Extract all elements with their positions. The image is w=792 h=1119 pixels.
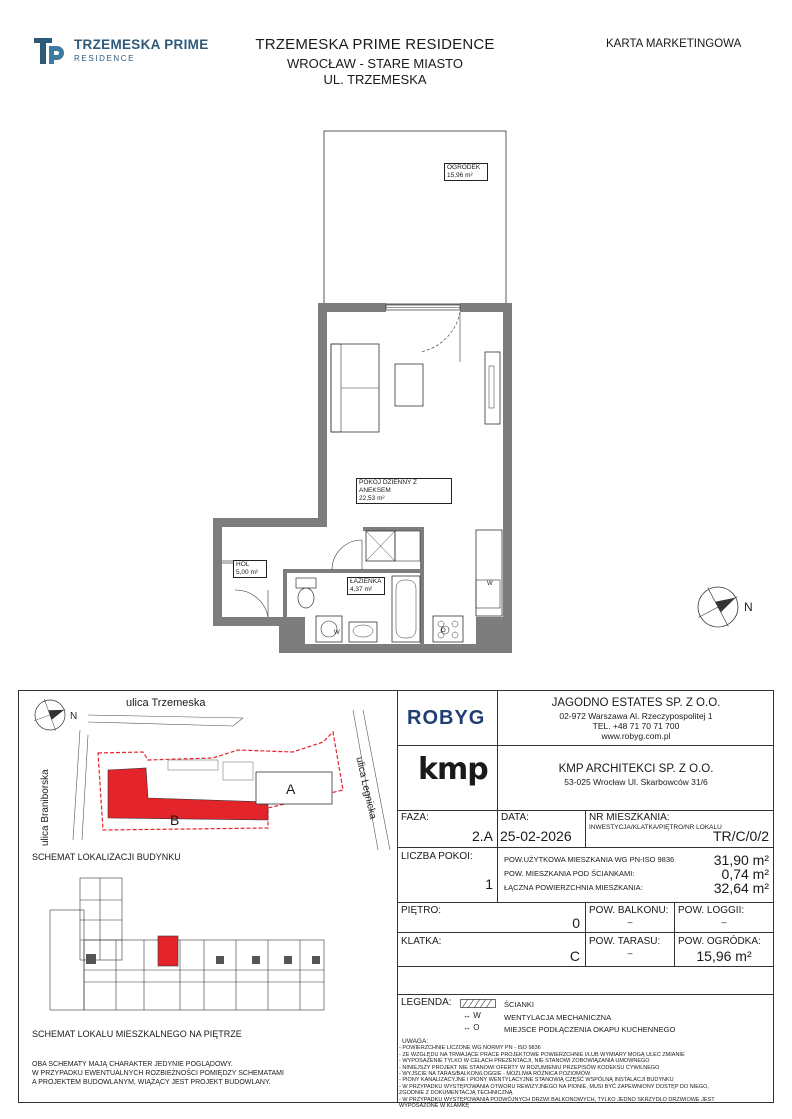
floor-schematic — [40, 870, 340, 1020]
taras-value: – — [627, 948, 633, 958]
faza-value: 2.A — [471, 828, 493, 844]
svg-text:O: O — [441, 628, 446, 634]
legenda-label: LEGENDA: — [401, 997, 452, 1008]
uwaga-line: - W PRZYPADKU WYSTĘPOWANIA PODWÓJNYCH DRZWI BALKONOWYCH, TYLKO JEDNO SKRZYDŁO DRZWIOWE JEST WYPOSAŻONE W KLAMKĘ — [399, 1096, 715, 1110]
room-label-living — [356, 478, 452, 504]
project-title: TRZEMESKA PRIME RESIDENCE — [255, 36, 495, 53]
room-area: 5,00 m² — [236, 569, 259, 576]
legend-ventilation: WENTYLACJA MECHANICZNA — [504, 1013, 612, 1022]
room-area: 15,96 m² — [447, 172, 473, 179]
pow-uz-label: POW.UŻYTKOWA MIESZKANIA WG PN-ISO 9836 — [504, 855, 675, 864]
room-name: OGRÓDEK — [447, 164, 481, 171]
pow-uz-value: 31,90 m² — [713, 852, 769, 868]
room-label-garden — [444, 163, 488, 181]
developer-web: www.robyg.com.pl — [601, 731, 671, 741]
ogrodek-label: POW. OGRÓDKA: — [678, 936, 761, 947]
kmp-logo: kmp — [418, 752, 488, 787]
legend-hood-symbol: ↔ O — [463, 1023, 480, 1032]
pietro-label: PIĘTRO: — [401, 905, 442, 916]
north-arrow-icon — [698, 587, 753, 627]
room-name: ŁAZIENKA — [350, 578, 382, 585]
site-plan — [18, 690, 398, 860]
unit-highlight — [158, 936, 178, 966]
taras-label: POW. TARASU: — [589, 936, 661, 947]
nr-value: TR/C/0/2 — [712, 828, 769, 844]
disclaimer-line: OBA SCHEMATY MAJĄ CHARAKTER JEDYNIE POGLĄDOWY. — [32, 1061, 233, 1068]
project-street: UL. TRZEMESKA — [323, 72, 427, 87]
developer-address: 02-972 Warszawa Al. Rzeczypospolitej 1 — [559, 711, 713, 721]
svg-text:W: W — [334, 630, 340, 636]
room-label-bath — [347, 577, 385, 595]
balkon-value: – — [627, 917, 633, 927]
uwaga-line: - W PRZYPADKU WYSTĘPOWANIA OTWORU REWIZYJNEGO NA PIONIE, MUSI BYĆ ZAPEWNIONY DOSTĘP DO NIEGO, ZGODNIE Z DOKUMENTACJĄ TECHNICZNĄ — [399, 1083, 709, 1097]
legend-ventilation-symbol: ↔ W — [463, 1011, 481, 1020]
pow-laczna-label: ŁĄCZNA POWIERZCHNIA MIESZKANIA: — [504, 883, 643, 892]
klatka-label: KLATKA: — [401, 936, 442, 947]
uwaga-line: - PIONY KANALIZACYJNE I PIONY WENTYLACYJNE STANOWIĄ CZĘŚĆ WSPÓLNĄ INSTALACJI BUDYNKU — [399, 1077, 674, 1084]
uwaga-line: - WYPOSAŻENIE TYLKO W CELACH PREZENTACJI, NIE STANOWI ZOBOWIĄZANIA UMOWNEGO — [399, 1058, 650, 1065]
pokoje-value: 1 — [485, 876, 493, 892]
room-area: 22,53 m² — [359, 495, 385, 502]
faza-label: FAZA: — [401, 812, 429, 823]
disclaimer-line: W PRZYPADKU EWENTUALNYCH ROZBIEŻNOŚCI POMIĘDZY SCHEMATAMI — [32, 1070, 284, 1077]
architect-info — [498, 763, 774, 787]
disclaimer-line: A PROJEKTEM BUDOWLANYM, WIĄŻĄCY JEST PROJEKT BUDOWLANY. — [32, 1079, 271, 1086]
developer-phone: TEL. +48 71 70 71 700 — [592, 721, 680, 731]
svg-text:N: N — [70, 711, 78, 722]
uwaga-label: UWAGA: — [402, 1038, 429, 1045]
data-value: 25-02-2026 — [500, 828, 572, 844]
logo-title: TRZEMESKA PRIME — [74, 37, 209, 52]
caption-location: SCHEMAT LOKALIZACJI BUDYNKU — [32, 852, 181, 862]
legend-hood-letter: O — [473, 1023, 480, 1032]
caption-floor: SCHEMAT LOKALU MIESZKALNEGO NA PIĘTRZE — [32, 1029, 242, 1039]
project-city: WROCŁAW - STARE MIASTO — [287, 56, 463, 71]
garden-outline — [324, 131, 506, 304]
street-right-label: ulica Legnicka — [353, 756, 379, 821]
balkon-label: POW. BALKONU: — [589, 905, 669, 916]
room-label-hall — [233, 560, 267, 578]
pokoje-label: LICZBA POKOI: — [401, 851, 473, 862]
loggia-label: POW. LOGGII: — [678, 905, 745, 916]
developer-info — [498, 697, 774, 741]
pietro-value: 0 — [572, 915, 580, 931]
developer-name: JAGODNO ESTATES SP. Z O.O. — [551, 697, 721, 709]
uwaga-line: - POWIERZCHNIE LICZONE WG NORMY PN - ISO 9836 — [399, 1045, 541, 1052]
uwaga-line: - WYJŚCIE NA TARAS/BALKON/LOGGIE - MOŻLIWA RÓŻNICA POZIOMÓW — [399, 1071, 591, 1078]
legend-ventilation-letter: W — [473, 1011, 481, 1020]
logo-subtitle: RESIDENCE — [74, 54, 136, 63]
building-a-label: A — [286, 781, 296, 797]
robyg-logo: ROBYG — [407, 707, 486, 729]
north-arrow-small-icon — [34, 699, 77, 731]
ogrodek-value: 15,96 m² — [696, 948, 752, 964]
room-name: HOL — [236, 561, 250, 568]
room-name: POKÓJ DZIENNY Z ANEKSEM — [359, 479, 418, 494]
klatka-value: C — [569, 948, 580, 964]
uwaga-line: - ZE WZGLĘDU NA TRWAJĄCE PRACE PROJEKTOWE POWIERZCHNIE I/LUB WYMIARY MOGĄ ULEC ZMIANIE — [399, 1051, 685, 1058]
pow-laczna-value: 32,64 m² — [713, 880, 769, 896]
disclaimer — [32, 1060, 284, 1087]
architect-name: KMP ARCHITEKCI SP. Z O.O. — [558, 763, 714, 775]
uwaga-line: - NINIEJSZY PROJEKT NIE STANOWI OFERTY W ROZUMIENIU PRZEPISÓW KODEKSU CYWILNEGO — [399, 1064, 660, 1071]
room-area: 4,37 m² — [350, 586, 373, 593]
building-b-label: B — [170, 812, 180, 828]
uwaga-box — [399, 1039, 715, 1109]
nr-sub-label: INWESTYCJA/KLATKA/PIĘTRO/NR LOKALU — [589, 824, 722, 831]
legend-hood: MIEJSCE PODŁĄCZENIA OKAPU KUCHENNEGO — [504, 1025, 676, 1034]
street-left-label: ulica Braniborska — [40, 769, 51, 846]
legend-walls: ŚCIANKI — [504, 1000, 535, 1009]
street-top-label: ulica Trzemeska — [126, 697, 206, 709]
wall-hatch-icon — [460, 999, 496, 1008]
pow-pod-label: POW. MIESZKANIA POD ŚCIANKAMI: — [504, 869, 635, 878]
doc-type: KARTA MARKETINGOWA — [606, 38, 742, 50]
nr-label: NR MIESZKANIA: — [589, 812, 670, 823]
architect-address: 53-025 Wrocław Ul. Skarbowców 31/6 — [564, 777, 708, 787]
svg-text:N: N — [744, 600, 753, 614]
pow-pod-value: 0,74 m² — [721, 866, 769, 882]
svg-text:W: W — [487, 581, 493, 587]
data-label: DATA: — [501, 812, 529, 823]
loggia-value: – — [721, 917, 727, 927]
